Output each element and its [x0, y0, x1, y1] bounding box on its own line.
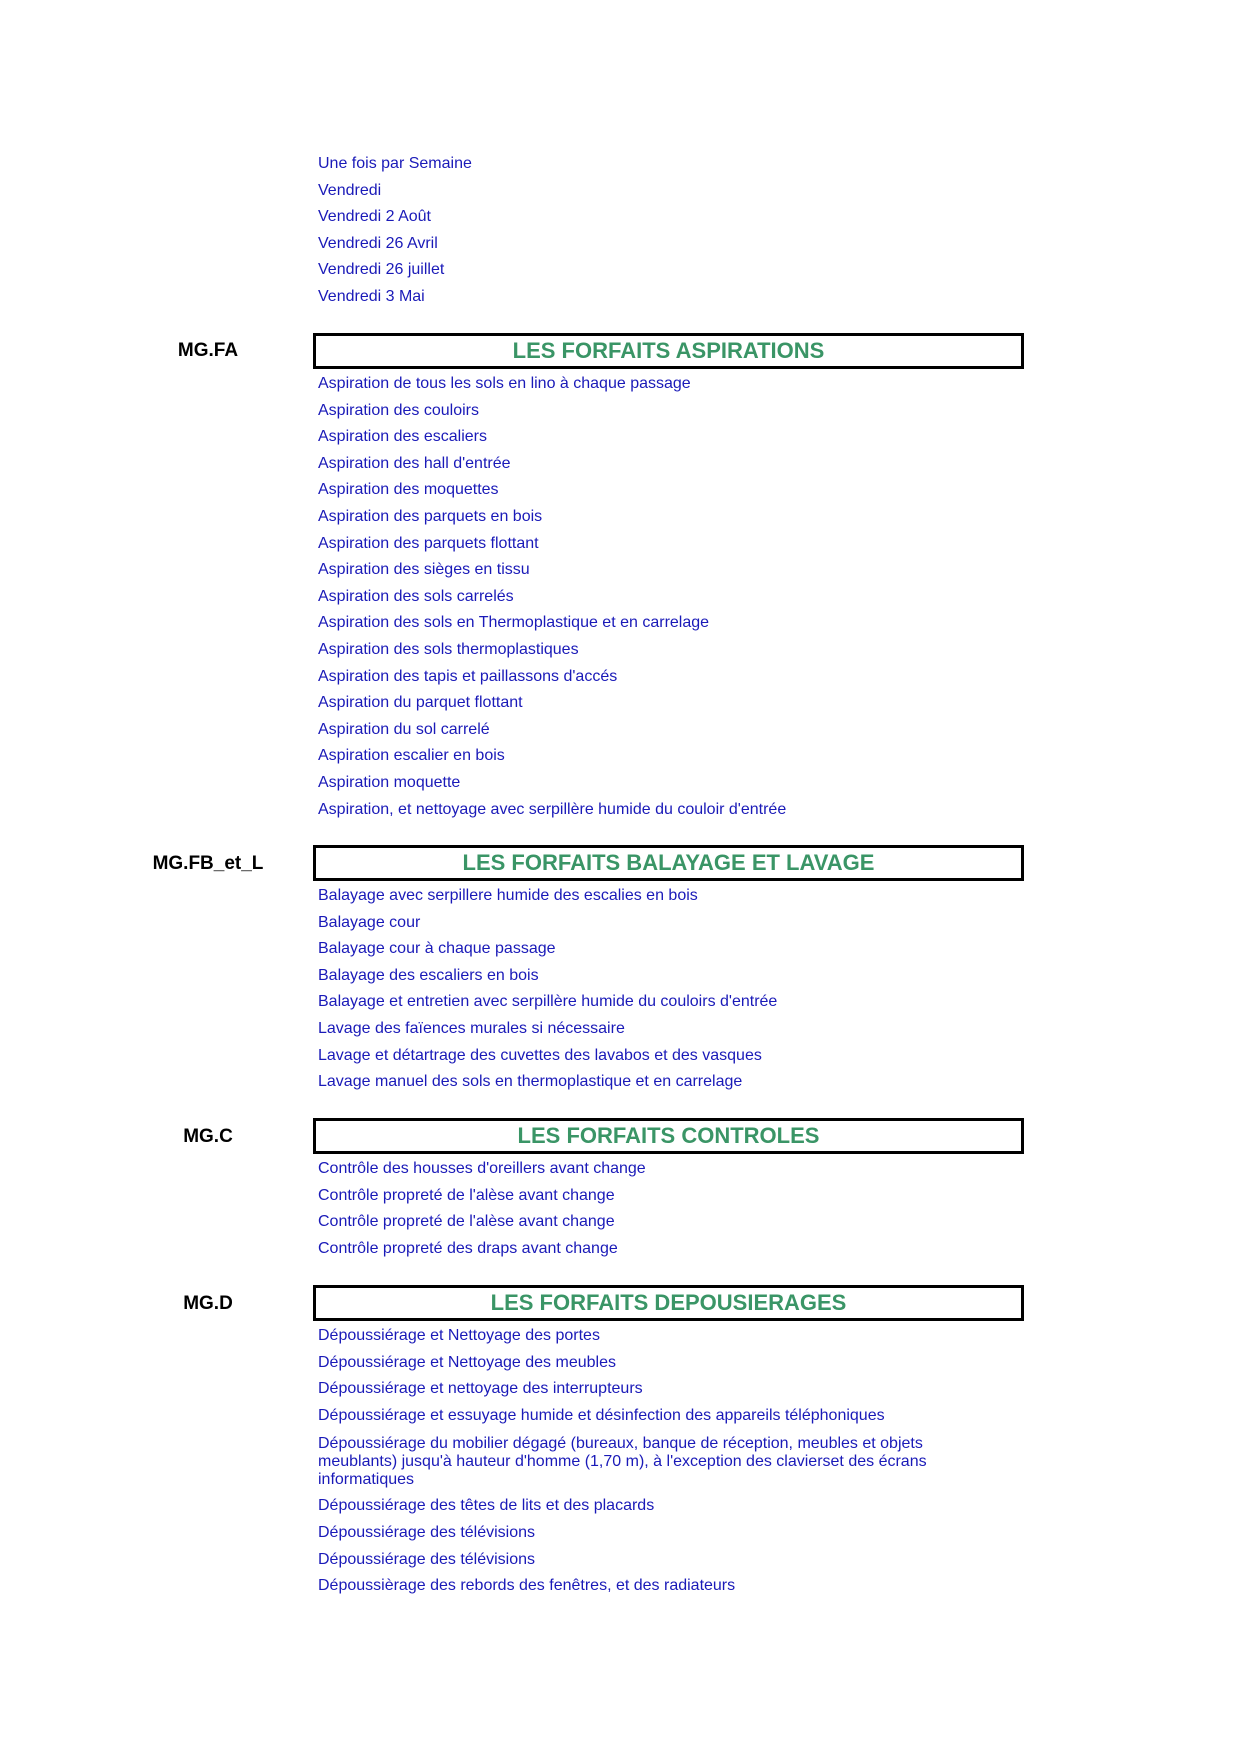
list-item: Dépoussiérage des têtes de lits et des placards [318, 1497, 655, 1515]
list-item: Balayage et entretien avec serpillère humide du couloirs d'entrée [318, 993, 778, 1011]
list-item: Aspiration des sols en Thermoplastique et en carrelage [318, 614, 710, 632]
list-item: Dépoussiérage et essuyage humide et désinfection des appareils téléphoniques [318, 1406, 885, 1424]
section-list [318, 371, 786, 823]
list-item: Aspiration, et nettoyage avec serpillère humide du couloir d'entrée [318, 800, 787, 818]
list-item: Aspiration des hall d'entrée [318, 454, 511, 472]
list-item: Dépoussiérage et nettoyage des interrupteurs [318, 1380, 643, 1398]
list-item: Vendredi 26 Avril [318, 234, 438, 252]
section-code: MG.D [183, 1293, 233, 1314]
section-code: MG.FA [177, 340, 239, 361]
list-item: Aspiration de tous les sols en lino à chaque passage [318, 375, 691, 392]
list-item: Aspiration escalier en bois [318, 747, 505, 765]
list-item: Balayage avec serpillere humide des escalies en bois [318, 887, 698, 904]
section-list [318, 1156, 646, 1262]
list-item: Balayage des escaliers en bois [318, 966, 539, 984]
list-item: Dépoussiérage des télévisions [318, 1523, 536, 1541]
list-item: Une fois par Semaine [318, 155, 472, 172]
section-title: LES FORFAITS CONTROLES [313, 1118, 1024, 1154]
list-item: Aspiration des escaliers [318, 428, 487, 446]
list-item: Lavage manuel des sols en thermoplastique et en carrelage [318, 1073, 743, 1091]
list-item: Aspiration des tapis et paillassons d'accés [318, 667, 618, 685]
list-item: Contrôle propreté de l'alèse avant change [318, 1186, 615, 1204]
list-item: Vendredi 3 Mai [318, 287, 425, 305]
list-item: Aspiration du sol carrelé [318, 720, 490, 738]
section-list [318, 1323, 978, 1600]
list-item: Aspiration des parquets en bois [318, 507, 543, 525]
list-item: Aspiration moquette [318, 773, 461, 791]
list-item: Dépoussièrage des rebords des fenêtres, et des radiateurs [318, 1577, 736, 1595]
list-item: Aspiration des sols carrelés [318, 587, 514, 605]
section-code: MG.C [183, 1126, 233, 1147]
section-code: MG.FB_et_L [152, 853, 264, 874]
list-item: Vendredi 26 juillet [318, 261, 445, 279]
list-item: Aspiration du parquet flottant [318, 694, 523, 712]
list-item: Aspiration des couloirs [318, 401, 479, 419]
list-item: Balayage cour [318, 913, 421, 931]
list-item: Aspiration des sols thermoplastiques [318, 640, 579, 658]
list-item: Lavage des faïences murales si nécessaire [318, 1019, 625, 1037]
section-title: LES FORFAITS BALAYAGE ET LAVAGE [313, 845, 1024, 881]
list-item: Dépoussiérage et Nettoyage des portes [318, 1327, 600, 1344]
list-item: Contrôle des housses d'oreillers avant change [318, 1160, 646, 1177]
list-item: Lavage et détartrage des cuvettes des lavabos et des vasques [318, 1046, 762, 1064]
list-item: Dépoussiérage du mobilier dégagé (bureaux, banque de réception, meubles et objets meublants) jusqu'à hauteur d'homme (1,70 m), à l'exception des clavierset des écrans informatiques [318, 1435, 927, 1489]
list-item: Balayage cour à chaque passage [318, 940, 556, 958]
list-item: Dépoussiérage des télévisions [318, 1550, 536, 1568]
intro-list [318, 151, 472, 311]
list-item: Aspiration des parquets flottant [318, 534, 539, 552]
list-item: Vendredi [318, 181, 382, 199]
list-item: Dépoussiérage et Nettoyage des meubles [318, 1353, 616, 1371]
list-item: Contrôle propreté de l'alèse avant change [318, 1213, 615, 1231]
section-title: LES FORFAITS DEPOUSIERAGES [313, 1285, 1024, 1321]
list-item: Vendredi 2 Août [318, 208, 431, 226]
section-list [318, 883, 777, 1096]
list-item: Aspiration des sièges en tissu [318, 561, 530, 579]
list-item: Contrôle propreté des draps avant change [318, 1239, 618, 1257]
list-item: Aspiration des moquettes [318, 481, 499, 499]
section-title: LES FORFAITS ASPIRATIONS [313, 333, 1024, 369]
